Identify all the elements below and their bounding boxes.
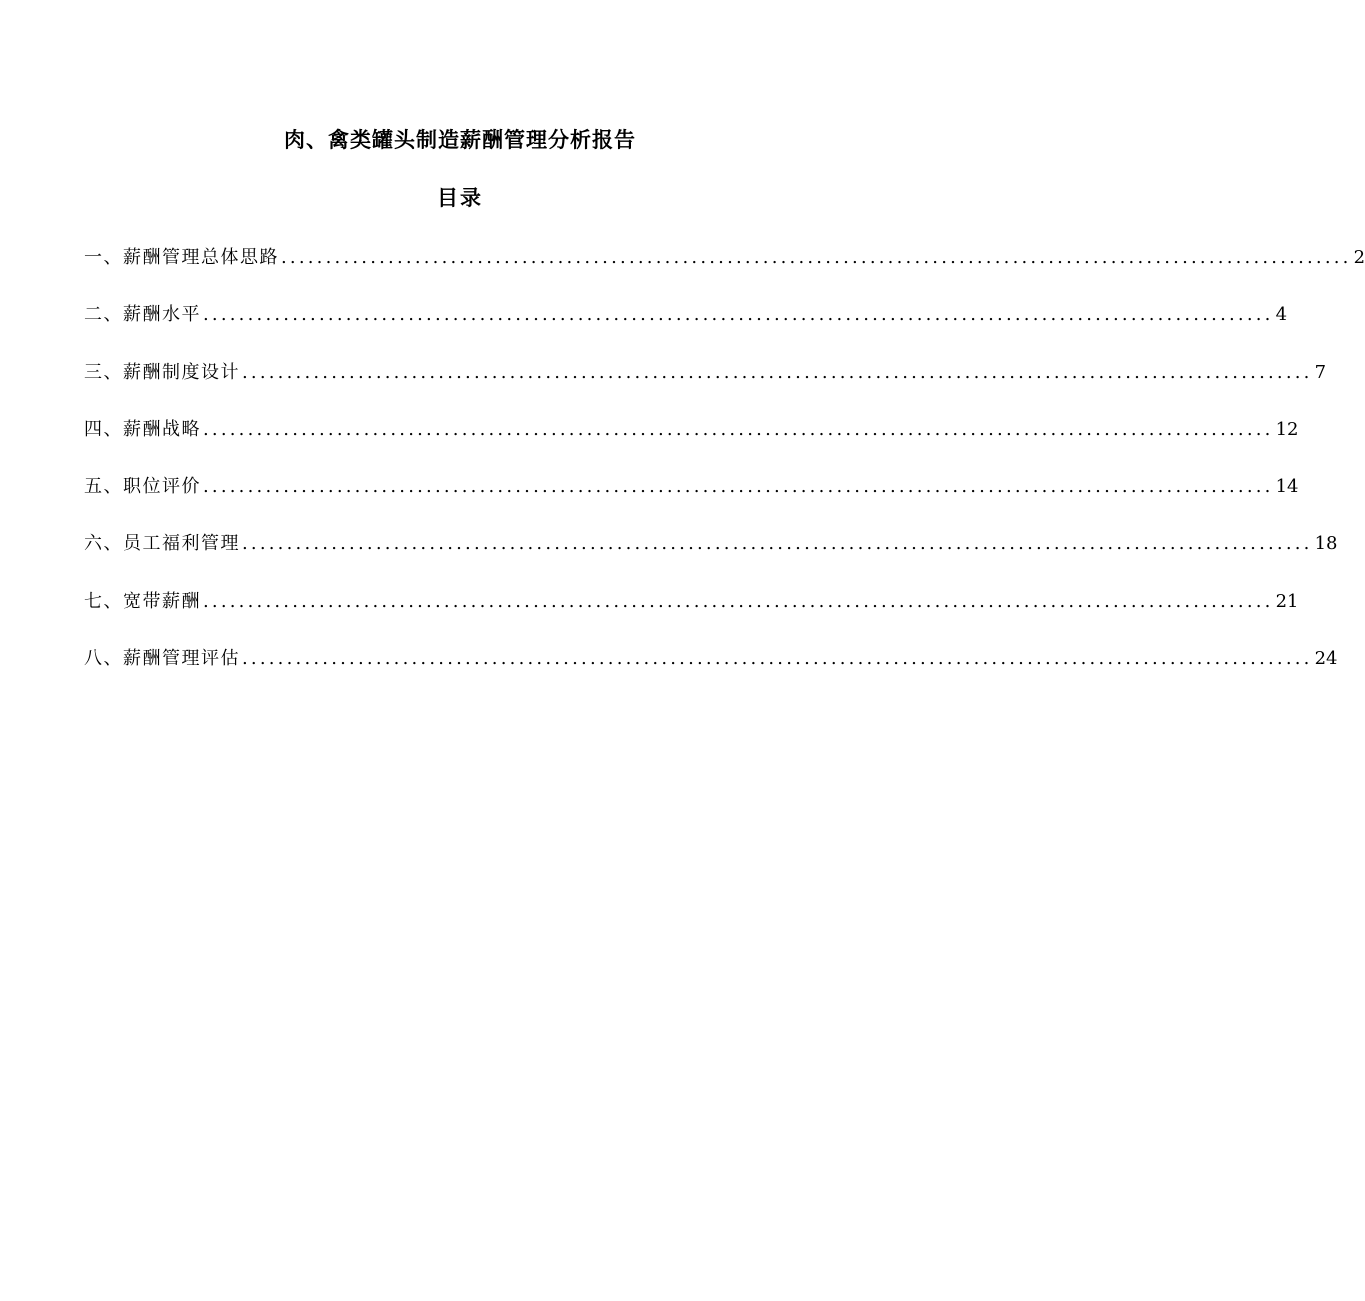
toc-entry-label: 七、宽带薪酬 [84, 590, 201, 612]
toc-entry-label: 八、薪酬管理评估 [84, 648, 240, 670]
toc-entry-label: 四、薪酬战略 [84, 418, 201, 440]
toc-entry[interactable] [84, 360, 1327, 417]
toc-entry-page: 4 [1275, 304, 1288, 326]
toc-leader-dots: ........................................................................................................................ [281, 247, 1352, 268]
toc-leader-dots: ........................................................................................................................ [203, 476, 1274, 498]
toc-entry-page: 2 [1353, 247, 1365, 268]
toc-leader-dots: ........................................................................................................................ [203, 590, 1274, 612]
toc-leader-dots: ........................................................................................................................ [203, 418, 1274, 440]
toc-entry[interactable] [84, 531, 1338, 588]
toc-entry-page: 12 [1275, 418, 1299, 440]
toc-entry[interactable] [84, 589, 1299, 646]
toc-leader-dots: ........................................................................................................................ [242, 533, 1313, 555]
toc-entry[interactable] [84, 474, 1299, 531]
toc-heading: 目录 [437, 186, 483, 210]
document-title: 肉、禽类罐头制造薪酬管理分析报告 [284, 128, 636, 152]
toc-entry-label: 二、薪酬水平 [84, 304, 201, 326]
toc-entry-page: 24 [1314, 648, 1338, 670]
toc-entry-page: 7 [1314, 361, 1327, 383]
toc-entry-page: 21 [1275, 590, 1299, 612]
table-of-contents [84, 245, 1365, 703]
toc-entry-label: 三、薪酬制度设计 [84, 361, 240, 383]
toc-entry-label: 一、薪酬管理总体思路 [84, 247, 279, 268]
toc-entry[interactable] [84, 245, 1365, 302]
toc-entry[interactable] [84, 417, 1299, 474]
toc-leader-dots: ........................................................................................................................ [203, 304, 1274, 326]
toc-entry[interactable] [84, 302, 1288, 359]
toc-entry-label: 五、职位评价 [84, 476, 201, 498]
toc-leader-dots: ........................................................................................................................ [242, 648, 1313, 670]
toc-entry-page: 18 [1314, 533, 1338, 555]
toc-entry-page: 14 [1275, 476, 1299, 498]
toc-entry[interactable] [84, 646, 1338, 703]
toc-entry-label: 六、员工福利管理 [84, 533, 240, 555]
toc-leader-dots: ........................................................................................................................ [242, 361, 1313, 383]
